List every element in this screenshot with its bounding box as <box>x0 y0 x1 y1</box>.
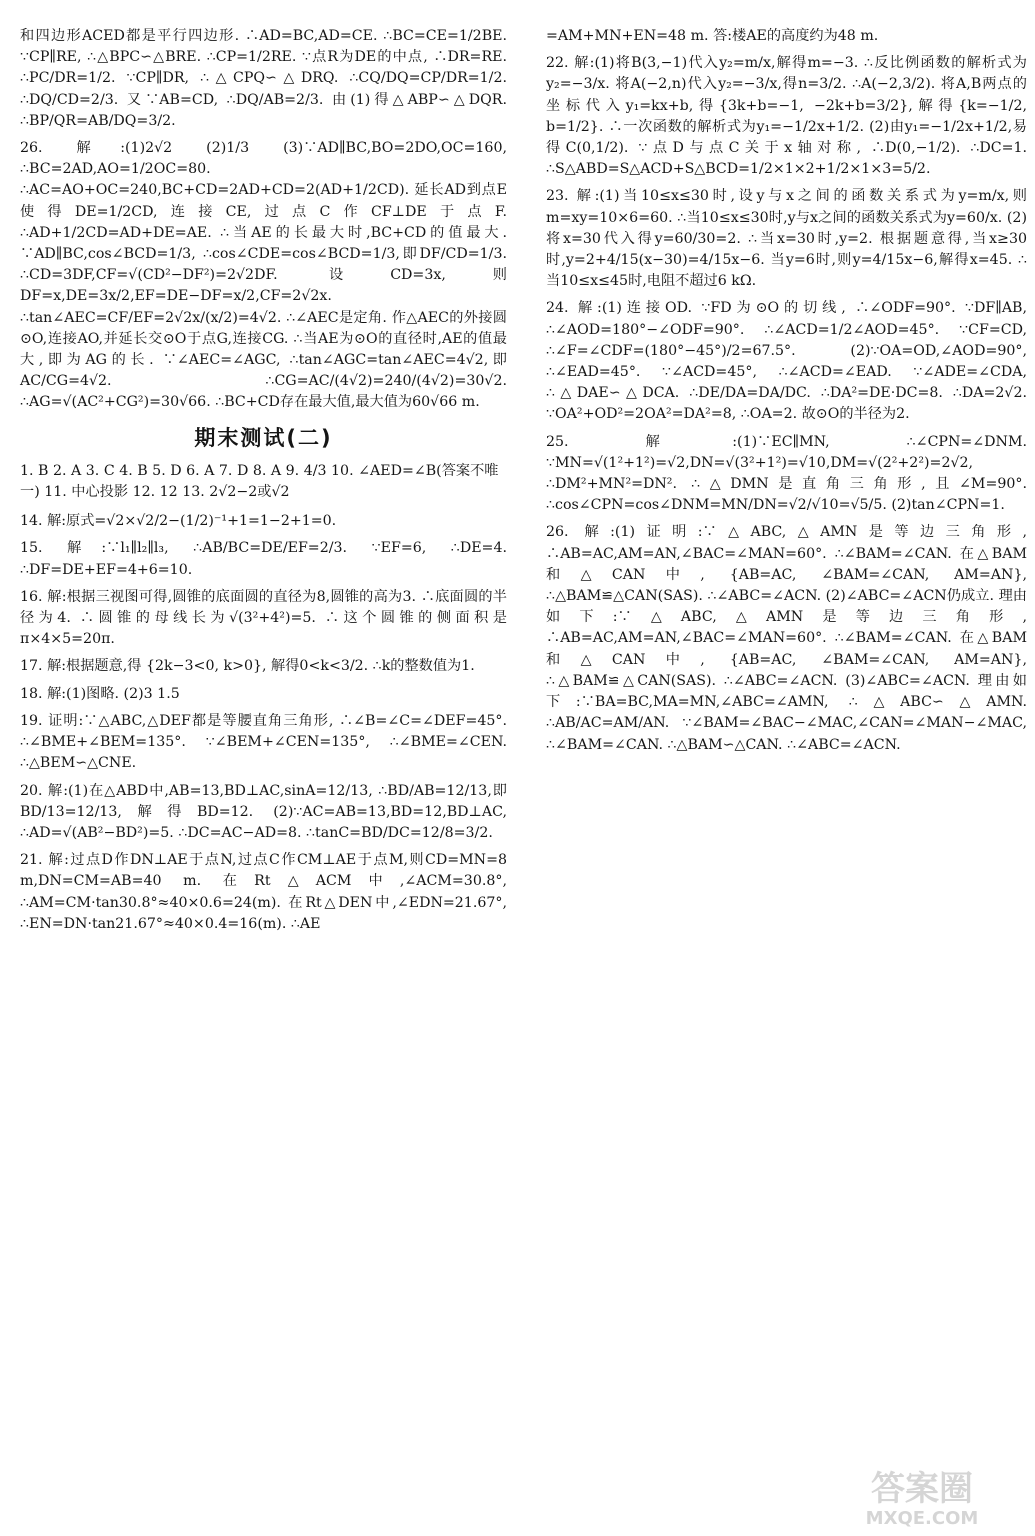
watermark-line1: 答案圈 <box>871 1469 973 1509</box>
continued-solution: 和四边形ACED都是平行四边形. ∴AD=BC,AD=CE. ∴BC=CE=1/2BE. ∵CP∥RE, ∴△BPC∽△BRE. ∴CP=1/2RE. ∵点R为DE的中点, ∴DR=RE. ∴PC/DR=1/2. ∵CP∥DR, ∴△CPQ∽△DRQ. ∴CQ/DQ=CP/DR=1/2. ∴DQ/CD=2/3. 又∵AB=CD, ∴DQ/AB=2/3. 由(1)得△ABP∽△DQR. ∴BP/QR=AB/DQ=3/2. <box>20 28 507 129</box>
watermark-logo <box>822 1462 1027 1530</box>
right-column <box>546 26 1027 762</box>
solution-21-end: =AM+MN+EN=48 m. 答:楼AE的高度约为48 m. <box>546 28 879 44</box>
solution-21: 21. 解:过点D作DN⊥AE于点N,过点C作CM⊥AE于点M,则CD=MN=8 m,DN=CM=AB=40 m. 在Rt△ACM中,∠ACM=30.8°, ∴AM=CM·tan30.8°≈40×0.6=24(m). 在Rt△DEN中,∠EDN=21.67°, ∴EN=DN·tan21.67°≈40×0.4=16(m). ∴AE <box>20 852 507 932</box>
solution-26-second: 26. 解:(1)证明:∵△ABC,△AMN是等边三角形, ∴AB=AC,AM=AN,∠BAC=∠MAN=60°. ∴∠BAM=∠CAN. 在△BAM和△CAN中, {AB=AC, ∠BAM=∠CAN, AM=AN}, ∴△BAM≌△CAN(SAS). ∴∠ABC=∠ACN. (2)∠ABC=∠ACN仍成立. 理由如下:∵△ABC,△AMN是等边三角形, ∴AB=AC,AM=AN,∠BAC=∠MAN=60°. ∴∠BAM=∠CAN. 在△BAM和△CAN中, {AB=AC, ∠BAM=∠CAN, AM=AN}, ∴△BAM≌△CAN(SAS). ∴∠ABC=∠ACN. (3)∠ABC=∠ACN. 理由如下:∵BA=BC,MA=MN,∠ABC=∠AMN, ∴△ABC∽△AMN. ∴AB/AC=AM/AN. ∵∠BAM=∠BAC−∠MAC,∠CAN=∠MAN−∠MAC, ∴∠BAM=∠CAN. ∴△BAM∽△CAN. ∴∠ABC=∠ACN. <box>546 524 1027 753</box>
solution-15: 15. 解:∵l₁∥l₂∥l₃, ∴AB/BC=DE/EF=2/3. ∵EF=6, ∴DE=4. ∴DF=DE+EF=4+6=10. <box>20 540 507 578</box>
watermark-line2: MXQE.COM <box>865 1508 979 1529</box>
solution-16: 16. 解:根据三视图可得,圆锥的底面圆的直径为8,圆锥的高为3. ∴底面圆的半径为4. ∴圆锥的母线长为√(3²+4²)=5. ∴这个圆锥的侧面积是π×4×5=20π. <box>20 588 507 648</box>
solution-19: 19. 证明:∵△ABC,△DEF都是等腰直角三角形, ∴∠B=∠C=∠DEF=45°. ∴∠BME+∠BEM=135°. ∵∠BEM+∠CEN=135°, ∴∠BME=∠CEN. ∴△BEM∽△CNE. <box>20 712 507 772</box>
choice-answers: 1. B 2. A 3. C 4. B 5. D 6. A 7. D 8. A 9. 4/3 10. ∠AED=∠B(答案不唯一) 11. 中心投影 12. 12 13. 2√2−2或√2 <box>20 462 499 501</box>
solution-18: 18. 解:(1)图略. (2)3 1.5 <box>20 685 180 702</box>
section-title: 期末测试(二) <box>194 425 333 450</box>
solution-20: 20. 解:(1)在△ABD中,AB=13,BD⊥AC,sinA=12/13, ∴BD/AB=12/13,即BD/13=12/13,解得BD=12. (2)∵AC=AB=13,BD=12,BD⊥AC, ∴AD=√(AB²−BD²)=5. ∴DC=AC−AD=8. ∴tanC=BD/DC=12/8=3/2. <box>20 782 507 841</box>
solution-17: 17. 解:根据题意,得 {2k−3<0, k>0}, 解得0<k<3/2. ∴k的整数值为1. <box>20 658 475 675</box>
solution-22: 22. 解:(1)将B(3,−1)代入y₂=m/x,解得m=−3. ∴反比例函数的解析式为y₂=−3/x. 将A(−2,n)代入y₂=−3/x,得n=3/2. ∴A(−2,3/2). 将A,B两点的坐标代入y₁=kx+b,得{3k+b=−1, −2k+b=3/2},解得{k=−1/2, b=1/2}. ∴一次函数的解析式为y₁=−1/2x+1/2. (2)由y₁=−1/2x+1/2,易得C(0,1/2). ∵点D与点C关于x轴对称, ∴D(0,−1/2). ∴DC=1. ∴S△ABD=S△ACD+S△BCD=1/2×1×2+1/2×1×3=5/2. <box>546 55 1027 178</box>
solution-24: 24. 解:(1)连接OD. ∵FD为⊙O的切线, ∴∠ODF=90°. ∵DF∥AB, ∴∠AOD=180°−∠ODF=90°. ∴∠ACD=1/2∠AOD=45°. ∵CF=CD, ∴∠F=∠CDF=(180°−45°)/2=67.5°. (2)∵OA=OD,∠AOD=90°, ∴∠EAD=45°. ∵∠ACD=45°, ∴∠ACD=∠EAD. ∵∠ADE=∠CDA, ∴△DAE∽△DCA. ∴DE/DA=DA/DC. ∴DA²=DE·DC=8. ∴DA=2√2. ∵OA²+OD²=2OA²=DA²=8, ∴OA=2. 故⊙O的半径为2. <box>546 300 1027 423</box>
solution-26: 26. 解:(1)2√2 (2)1/3 (3)∵AD∥BC,BO=2DO,OC=160, ∴BC=2AD,AO=1/2OC=80. ∴AC=AO+OC=240,BC+CD=2AD+CD=2(AD+1/2CD). 延长AD到点E使得DE=1/2CD,连接CE,过点C作CF⊥DE于点F. ∴AD+1/2CD=AD+DE=AE. ∴当AE的长最大时,BC+CD的值最大. ∵AD∥BC,cos∠BCD=1/3, ∴cos∠CDE=cos∠BCD=1/3,即DF/CD=1/3. ∴CD=3DF,CF=√(CD²−DF²)=2√2DF. 设CD=3x,则DF=x,DE=3x/2,EF=DE−DF=x/2,CF=2√2x. ∴tan∠AEC=CF/EF=2√2x/(x/2)=4√2. ∴∠AEC是定角. 作△AEC的外接圆⊙O,连接AO,并延长交⊙O于点G,连接CG. ∴当AE为⊙O的直径时,AE的值最大,即为AG的长. ∵∠AEC=∠AGC, ∴tan∠AGC=tan∠AEC=4√2,即AC/CG=4√2. ∴CG=AC/(4√2)=240/(4√2)=30√2. ∴AG=√(AC²+CG²)=30√66. ∴BC+CD存在最大值,最大值为60√66 m. <box>20 140 507 411</box>
left-column <box>20 26 507 941</box>
solution-25: 25. 解:(1)∵EC∥MN, ∴∠CPN=∠DNM. ∵MN=√(1²+1²)=√2,DN=√(3²+1²)=√10,DM=√(2²+2²)=2√2, ∴DM²+MN²=DN². ∴△DMN是直角三角形,且∠M=90°. ∴cos∠CPN=cos∠DNM=MN/DN=√2/√10=√5/5. (2)tan∠CPN=1. <box>546 433 1027 514</box>
solution-23: 23. 解:(1)当10≤x≤30时,设y与x之间的函数关系式为y=m/x,则m=xy=10×6=60. ∴当10≤x≤30时,y与x之间的函数关系式为y=60/x. (2)将x=30代入得y=60/30=2. ∴当x=30时,y=2. 根据题意得,当x≥30时,y=2+4/15(x−30)=4/15x−6. 当y=6时,则y=4/15x−6,解得x=45. ∴当10≤x≤45时,电阻不超过6 kΩ. <box>546 188 1027 290</box>
solution-14: 14. 解:原式=√2×√2/2−(1/2)⁻¹+1=1−2+1=0. <box>20 513 337 530</box>
